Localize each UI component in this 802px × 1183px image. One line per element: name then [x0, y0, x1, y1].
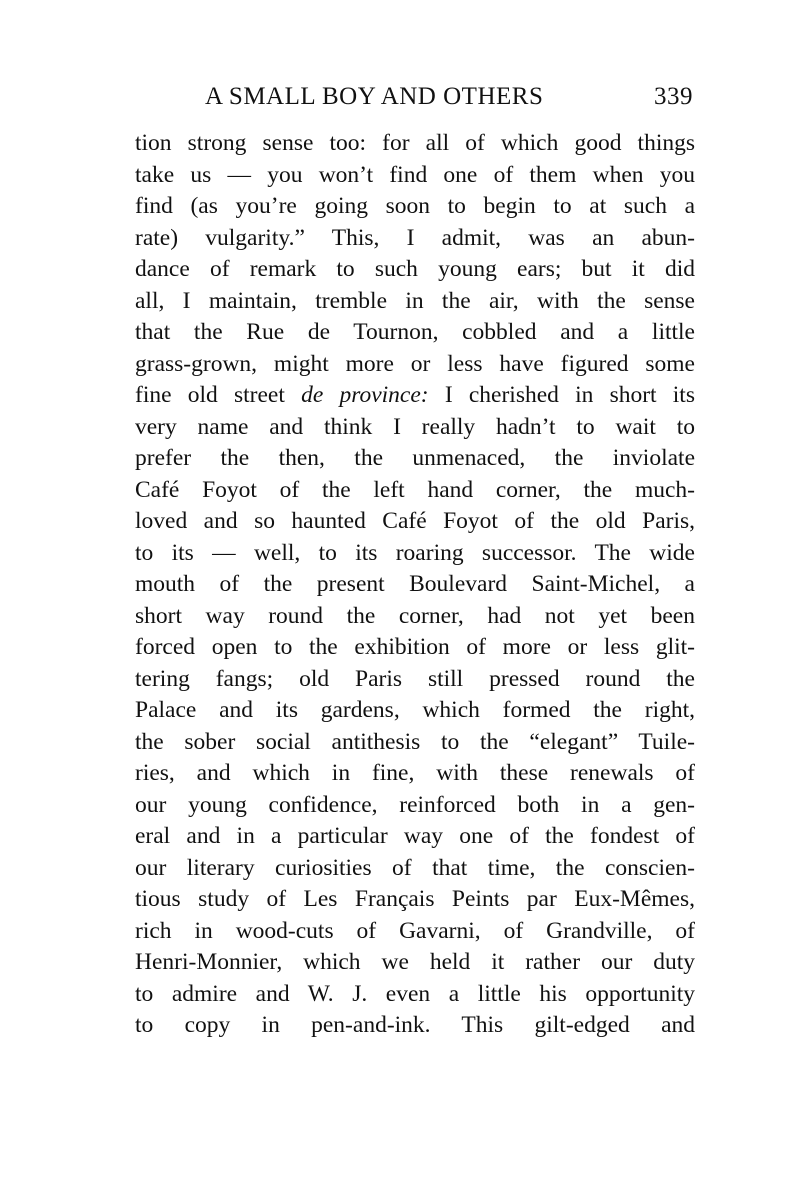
text-line: take us — you won’t find one of them when you — [135, 161, 695, 188]
text-line: Palace and its gardens, which formed the right, — [135, 697, 695, 723]
text-segment: fine old street — [135, 382, 302, 408]
text-segment: I cherished in short its — [428, 382, 695, 408]
text-line: very name and think I really hadn’t to wait to — [135, 413, 695, 440]
page-number: 339 — [654, 83, 693, 110]
text-line: eral and in a particular way one of the fondest of — [135, 823, 695, 849]
running-head — [205, 80, 695, 114]
text-line: prefer the then, the unmenaced, the inviolate — [135, 445, 695, 471]
text-line: all, I maintain, tremble in the air, with the sense — [135, 287, 695, 314]
text-line: rich in wood-cuts of Gavarni, of Grandville, of — [135, 917, 695, 944]
text-line: our young confidence, reinforced both in a gen- — [135, 791, 695, 818]
text-line: to its — well, to its roaring successor. The wide — [135, 539, 695, 566]
text-line: short way round the corner, had not yet been — [135, 602, 695, 629]
text-line: tering fangs; old Paris still pressed round the — [135, 665, 695, 692]
text-line: ries, and which in fine, with these renewals of — [135, 760, 695, 786]
text-line: tion strong sense too: for all of which good things — [135, 130, 695, 156]
text-line: our literary curiosities of that time, the conscien- — [135, 854, 695, 881]
text-line: that the Rue de Tournon, cobbled and a little — [135, 319, 695, 345]
text-line-with-italic — [135, 380, 695, 412]
text-line: Café Foyot of the left hand corner, the much- — [135, 476, 695, 503]
text-line: grass-grown, might more or less have figured some — [135, 350, 695, 377]
text-line: find (as you’re going soon to begin to at such a — [135, 193, 695, 219]
text-line: rate) vulgarity.” This, I admit, was an abun- — [135, 224, 695, 251]
text-line: loved and so haunted Café Foyot of the old Paris, — [135, 508, 695, 534]
text-line: to copy in pen-and-ink. This gilt-edged and — [135, 1012, 695, 1038]
text-line: to admire and W. J. even a little his opportunity — [135, 980, 695, 1007]
text-line: Henri-Monnier, which we held it rather our duty — [135, 949, 695, 975]
text-line: dance of remark to such young ears; but it did — [135, 256, 695, 282]
text-line: mouth of the present Boulevard Saint-Michel, a — [135, 571, 695, 597]
running-title: A SMALL BOY AND OTHERS — [205, 83, 544, 110]
body-text — [135, 128, 695, 1042]
italic-phrase: de province: — [301, 382, 429, 408]
text-line: the sober social antithesis to the “elegant” Tuile- — [135, 728, 695, 755]
text-line: tious study of Les Français Peints par Eux-Mêmes, — [135, 886, 695, 912]
text-line: forced open to the exhibition of more or less glit- — [135, 634, 695, 660]
